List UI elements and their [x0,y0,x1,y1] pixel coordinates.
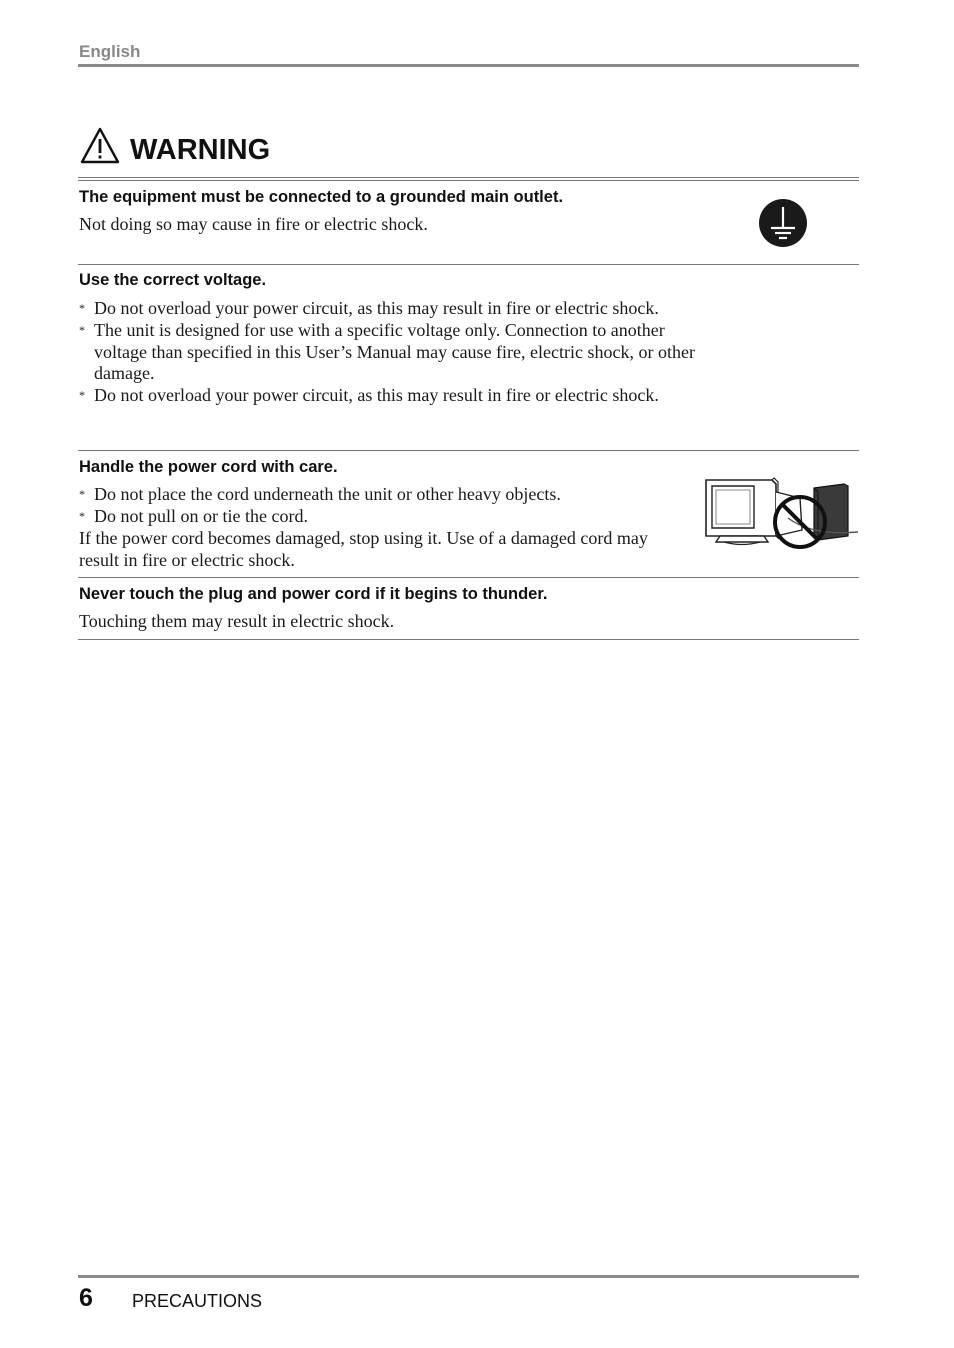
section-text-thunder: Touching them may result in electric shock. [79,611,395,631]
page-number: 6 [79,1284,93,1312]
language-label: English [79,42,141,61]
section-divider [78,639,859,640]
section-title-correct-voltage: Use the correct voltage. [79,271,267,289]
header-rule [78,64,859,67]
section-title-power-cord: Handle the power cord with care. [79,458,338,476]
section-text-grounded-outlet: Not doing so may cause in fire or electric shock. [79,214,428,234]
asterisk-bullet-icon: * [79,487,85,501]
asterisk-bullet-icon: * [79,388,85,403]
section-divider [78,264,859,265]
asterisk-bullet-icon: * [79,301,85,315]
asterisk-bullet-icon: * [79,508,85,523]
section-text-power-cord: If the power cord becomes damaged, stop using it. Use of a damaged cord may result in fire or electric shock. [79,528,648,570]
section-divider [78,577,859,578]
list-item: * Do not overload your power circuit, as this may result in fire or electric shock. [79,385,659,406]
section-title-grounded-outlet: The equipment must be connected to a grounded main outlet. [79,188,564,206]
warning-triangle-icon [80,126,120,166]
monitor-cord-prohibited-illustration [702,474,860,552]
power-cord-bullet-list [79,484,689,528]
list-item: * Do not pull on or tie the cord. [79,505,308,526]
section-divider [78,450,859,451]
list-item: * The unit is designed for use with a specific voltage only. Connection to another voltage than specified in this User’s Manual may cause fire, electric shock, or other damage. [79,319,695,384]
footer-section-label: PRECAUTIONS [132,1291,263,1311]
voltage-bullet-list [79,298,704,407]
warning-title: WARNING [130,134,271,166]
section-title-thunder: Never touch the plug and power cord if it begins to thunder. [79,585,548,603]
asterisk-bullet-icon: * [79,322,85,337]
title-double-rule [78,177,859,181]
warning-heading [80,126,270,166]
list-item: * Do not place the cord underneath the unit or other heavy objects. [79,484,561,504]
ground-symbol-icon [758,198,808,248]
list-item: * Do not overload your power circuit, as this may result in fire or electric shock. [79,298,659,318]
footer-rule [78,1275,859,1278]
